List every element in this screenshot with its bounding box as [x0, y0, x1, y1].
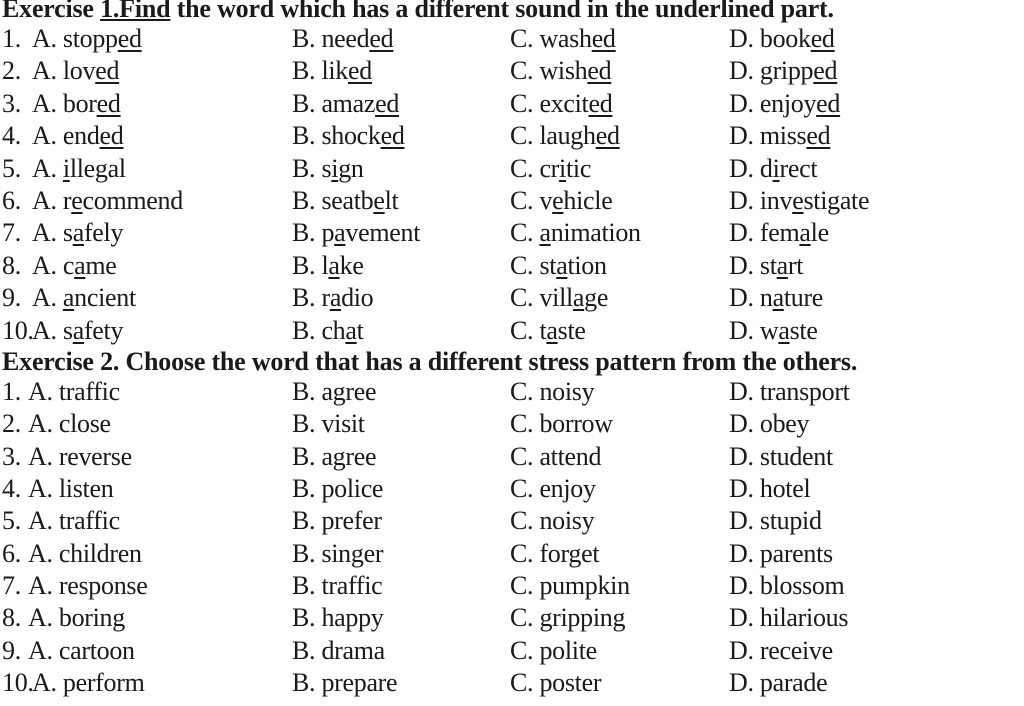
- option-d-pre: D. w: [729, 315, 779, 345]
- option-b-underlined: ed: [348, 56, 372, 86]
- option-b-pre: B. amaz: [292, 88, 376, 118]
- option-d-underlined: i: [772, 153, 780, 183]
- option-d-underlined: e: [792, 185, 804, 215]
- option-c-pre: C. wish: [510, 56, 588, 86]
- option-a-pre: A. c: [32, 250, 75, 280]
- option-d-underlined: ed: [806, 121, 831, 151]
- question-number: 4.: [2, 473, 21, 503]
- option-a-pre: A.: [32, 283, 63, 313]
- option-c-post: tion: [567, 250, 607, 280]
- option-c-pre: C. st: [510, 250, 557, 280]
- option-c: C. attend: [510, 441, 602, 471]
- question-number: 8.: [2, 603, 21, 633]
- option-b: [292, 282, 373, 314]
- option-c: C. borrow: [510, 409, 613, 439]
- option-d: D. parents: [729, 538, 833, 568]
- option-a-underlined: a: [62, 283, 75, 313]
- question-row: [0, 88, 1024, 120]
- exercise-1-heading: [0, 0, 1024, 23]
- option-d-post: le: [810, 218, 829, 248]
- option-c-underlined: a: [556, 250, 568, 280]
- option-d: [729, 282, 823, 314]
- option-a: [32, 282, 136, 314]
- option-a-pre: A. r: [32, 185, 72, 215]
- question-number: 1.: [2, 24, 21, 53]
- option-d-pre: D. gripp: [729, 56, 814, 86]
- option-a: [32, 185, 183, 217]
- option-a-pre: A.: [32, 153, 63, 183]
- option-a: A. close: [28, 409, 111, 439]
- option-c-pre: C. laugh: [510, 121, 596, 151]
- option-a: A. traffic: [28, 506, 120, 536]
- question-number: 6.: [2, 185, 21, 215]
- option-c-post: hicle: [563, 185, 613, 215]
- question-number: 10.: [2, 668, 34, 697]
- option-c-post: nimation: [550, 218, 641, 248]
- option-c: [510, 88, 612, 120]
- question-row: [0, 250, 1024, 282]
- option-a-post: llegal: [69, 153, 126, 183]
- option-c: C. noisy: [510, 506, 595, 536]
- option-a-pre: A. bor: [32, 88, 97, 118]
- option-b: B. drama: [292, 635, 385, 665]
- exercise-2-list: [0, 376, 1024, 699]
- option-c: C. forget: [510, 538, 600, 568]
- option-c-pre: C. t: [510, 315, 547, 345]
- question-number: 8.: [2, 250, 21, 280]
- question-number: 6.: [2, 538, 21, 568]
- option-a-underlined: i: [62, 153, 70, 183]
- option-a: A. response: [28, 570, 148, 600]
- question-row: [0, 473, 1024, 505]
- option-d-post: ture: [783, 283, 824, 313]
- option-a: [32, 250, 117, 282]
- option-b: [292, 217, 420, 249]
- question-row: [0, 282, 1024, 314]
- question-row: [0, 120, 1024, 152]
- option-b-underlined: e: [373, 185, 385, 215]
- option-b-pre: B. need: [292, 24, 370, 53]
- option-b-pre: B. r: [292, 283, 330, 313]
- option-b: [292, 120, 405, 152]
- option-b: [292, 55, 372, 87]
- option-a: A. boring: [28, 603, 125, 633]
- option-d: [729, 315, 818, 347]
- question-row: [0, 217, 1024, 249]
- option-b-pre: B. ch: [292, 315, 346, 345]
- question-row: [0, 635, 1024, 667]
- option-b-pre: B. s: [292, 153, 332, 183]
- option-d: [729, 88, 840, 120]
- option-a: A. children: [28, 538, 142, 568]
- option-c-post: ge: [584, 283, 609, 313]
- option-d-post: stigate: [803, 185, 870, 215]
- question-number: 2.: [2, 56, 21, 86]
- option-d-pre: D. book: [729, 24, 811, 53]
- option-d-pre: D. inv: [729, 185, 793, 215]
- option-c: [510, 250, 607, 282]
- option-d: [729, 23, 835, 55]
- option-b-underlined: i: [331, 153, 339, 183]
- question-number: 7.: [2, 570, 21, 600]
- option-a-underlined: a: [72, 218, 84, 248]
- option-c: C. polite: [510, 635, 597, 665]
- exercise-1-list: [0, 23, 1024, 347]
- option-a-pre: A. s: [32, 315, 73, 345]
- option-c: C. pumpkin: [510, 570, 630, 600]
- option-b: B. visit: [292, 409, 365, 439]
- option-a-post: fely: [83, 218, 124, 248]
- option-d-underlined: a: [772, 283, 784, 313]
- option-a-pre: A. stopp: [32, 24, 118, 53]
- option-b: [292, 315, 364, 347]
- option-b-post: gn: [338, 153, 364, 183]
- option-d-pre: D. d: [729, 153, 773, 183]
- option-d: [729, 185, 869, 217]
- option-d-underlined: a: [778, 315, 790, 345]
- option-a: [32, 23, 142, 55]
- option-b: B. prepare: [292, 668, 398, 697]
- option-c-pre: C. wash: [510, 24, 592, 53]
- option-a: A. reverse: [28, 441, 132, 471]
- option-c: [510, 282, 608, 314]
- option-b-underlined: a: [345, 315, 357, 345]
- option-b: [292, 88, 399, 120]
- question-row: [0, 570, 1024, 602]
- option-d-underlined: a: [799, 218, 811, 248]
- question-row: [0, 315, 1024, 347]
- option-a: [32, 315, 123, 347]
- option-d-underlined: ed: [813, 56, 838, 86]
- option-d-underlined: a: [776, 250, 788, 280]
- option-c-pre: C. v: [510, 185, 553, 215]
- option-c: [510, 23, 616, 55]
- option-c: [510, 153, 591, 185]
- option-a-underlined: ed: [95, 56, 120, 86]
- exercise-1-heading-prefix: Exercise: [2, 0, 101, 23]
- option-b-pre: B. lik: [292, 56, 348, 86]
- question-row: [0, 505, 1024, 537]
- option-b-underlined: a: [329, 283, 342, 313]
- option-a-underlined: ed: [117, 24, 142, 53]
- option-d: D. student: [729, 441, 833, 471]
- option-b-pre: B. l: [292, 250, 329, 280]
- option-d-pre: D. fem: [729, 218, 800, 248]
- option-d: D. transport: [729, 376, 850, 406]
- option-d: [729, 55, 837, 87]
- question-number: 4.: [2, 121, 21, 151]
- option-c-underlined: a: [572, 283, 585, 313]
- option-b-underlined: ed: [375, 88, 400, 118]
- question-number: 1.: [2, 376, 21, 406]
- option-c-post: tic: [565, 153, 592, 183]
- option-a-pre: A. end: [32, 121, 100, 151]
- option-b: B. traffic: [292, 570, 383, 600]
- option-a: [32, 55, 119, 87]
- option-d-post: rt: [787, 250, 804, 280]
- option-a: [32, 88, 121, 120]
- question-number: 9.: [2, 635, 21, 665]
- option-c: [510, 185, 612, 217]
- option-d-pre: D. st: [729, 250, 777, 280]
- option-d-post: ste: [789, 315, 818, 345]
- option-a: A. cartoon: [28, 635, 135, 665]
- option-a-post: ncient: [74, 283, 136, 313]
- question-row: [0, 376, 1024, 408]
- option-d-underlined: ed: [816, 88, 841, 118]
- option-d-underlined: ed: [810, 24, 835, 53]
- option-a-post: commend: [82, 185, 183, 215]
- question-row: [0, 153, 1024, 185]
- option-b-post: lt: [384, 185, 399, 215]
- option-b: [292, 185, 398, 217]
- option-d: [729, 250, 803, 282]
- option-b-underlined: ed: [380, 121, 405, 151]
- question-number: 9.: [2, 283, 21, 313]
- option-c: C. enjoy: [510, 473, 596, 503]
- option-c: C. gripping: [510, 603, 626, 633]
- question-row: [0, 408, 1024, 440]
- option-d: [729, 153, 817, 185]
- option-d: D. stupid: [729, 506, 822, 536]
- option-a-post: me: [85, 250, 117, 280]
- option-c-underlined: ed: [587, 56, 612, 86]
- option-c: [510, 315, 586, 347]
- question-number: 5.: [2, 506, 21, 536]
- option-a: [32, 153, 126, 185]
- option-a-pre: A. s: [32, 218, 73, 248]
- option-d: D. blossom: [729, 570, 845, 600]
- exercise-2-heading: Exercise 2. Choose the word that has a different stress pattern from the others.: [2, 346, 858, 376]
- question-number: 2.: [2, 409, 21, 439]
- question-row: [0, 55, 1024, 87]
- option-a-post: fety: [83, 315, 124, 345]
- option-a-pre: A. lov: [32, 56, 96, 86]
- option-c-underlined: i: [559, 153, 566, 183]
- option-c-underlined: ed: [591, 24, 616, 53]
- option-d-post: rect: [779, 153, 818, 183]
- option-d: [729, 120, 830, 152]
- option-d: [729, 217, 829, 249]
- option-b: [292, 250, 364, 282]
- option-a: A. perform: [32, 668, 145, 697]
- option-c-underlined: ed: [595, 121, 620, 151]
- option-c-underlined: a: [539, 218, 551, 248]
- option-b-pre: B. p: [292, 218, 335, 248]
- option-a: [32, 120, 123, 152]
- option-a: A. traffic: [28, 376, 120, 406]
- option-d: D. receive: [729, 635, 833, 665]
- option-d-pre: D. enjoy: [729, 88, 817, 118]
- option-d-pre: D. n: [729, 283, 773, 313]
- option-a-underlined: ed: [99, 121, 124, 151]
- option-b-underlined: a: [334, 218, 346, 248]
- option-b: B. agree: [292, 376, 377, 406]
- option-b: B. happy: [292, 603, 384, 633]
- question-row: [0, 602, 1024, 634]
- option-b: [292, 153, 364, 185]
- option-b-underlined: a: [328, 250, 340, 280]
- option-c: C. noisy: [510, 376, 595, 406]
- option-c-pre: C. vill: [510, 283, 573, 313]
- question-row: [0, 538, 1024, 570]
- question-row: [0, 441, 1024, 473]
- question-row: [0, 23, 1024, 55]
- option-a: A. listen: [28, 473, 114, 503]
- option-b-post: t: [356, 315, 364, 345]
- option-b-pre: B. seatb: [292, 185, 374, 215]
- option-b-pre: B. shock: [292, 121, 381, 151]
- option-c-post: ste: [557, 315, 586, 345]
- question-number: 3.: [2, 441, 21, 471]
- option-c-pre: C.: [510, 218, 540, 248]
- option-b: B. agree: [292, 441, 377, 471]
- question-number: 7.: [2, 218, 21, 248]
- option-c: [510, 120, 620, 152]
- option-b-post: vement: [345, 218, 421, 248]
- exercise-1-heading-instruction: the word which has a different sound in the underlined part.: [170, 0, 834, 23]
- option-a-underlined: ed: [96, 88, 121, 118]
- exercise-1-heading-number: 1.Find: [100, 0, 171, 23]
- option-c-pre: C. cr: [510, 153, 560, 183]
- option-d: D. parade: [729, 668, 828, 697]
- option-c: C. poster: [510, 668, 602, 697]
- option-a-underlined: a: [74, 250, 86, 280]
- option-b: B. singer: [292, 538, 384, 568]
- question-row: [0, 185, 1024, 217]
- option-a-underlined: a: [72, 315, 84, 345]
- option-d-pre: D. miss: [729, 121, 807, 151]
- option-d: D. obey: [729, 409, 810, 439]
- question-number: 5.: [2, 153, 21, 183]
- option-c-underlined: ed: [588, 88, 613, 118]
- option-b: B. police: [292, 473, 384, 503]
- option-b: [292, 23, 393, 55]
- question-row: [0, 667, 1024, 699]
- option-c: [510, 217, 641, 249]
- option-c-underlined: a: [546, 315, 558, 345]
- option-b-post: ke: [339, 250, 364, 280]
- option-d: D. hotel: [729, 473, 811, 503]
- option-b-post: dio: [341, 283, 374, 313]
- option-b: B. prefer: [292, 506, 382, 536]
- question-number: 10.: [2, 315, 34, 345]
- option-a: [32, 217, 123, 249]
- question-number: 3.: [2, 88, 21, 118]
- option-a-underlined: e: [71, 185, 83, 215]
- option-c-underlined: e: [552, 185, 564, 215]
- option-c: [510, 55, 611, 87]
- option-c-pre: C. excit: [510, 88, 589, 118]
- option-b-underlined: ed: [369, 24, 394, 53]
- option-d: D. hilarious: [729, 603, 849, 633]
